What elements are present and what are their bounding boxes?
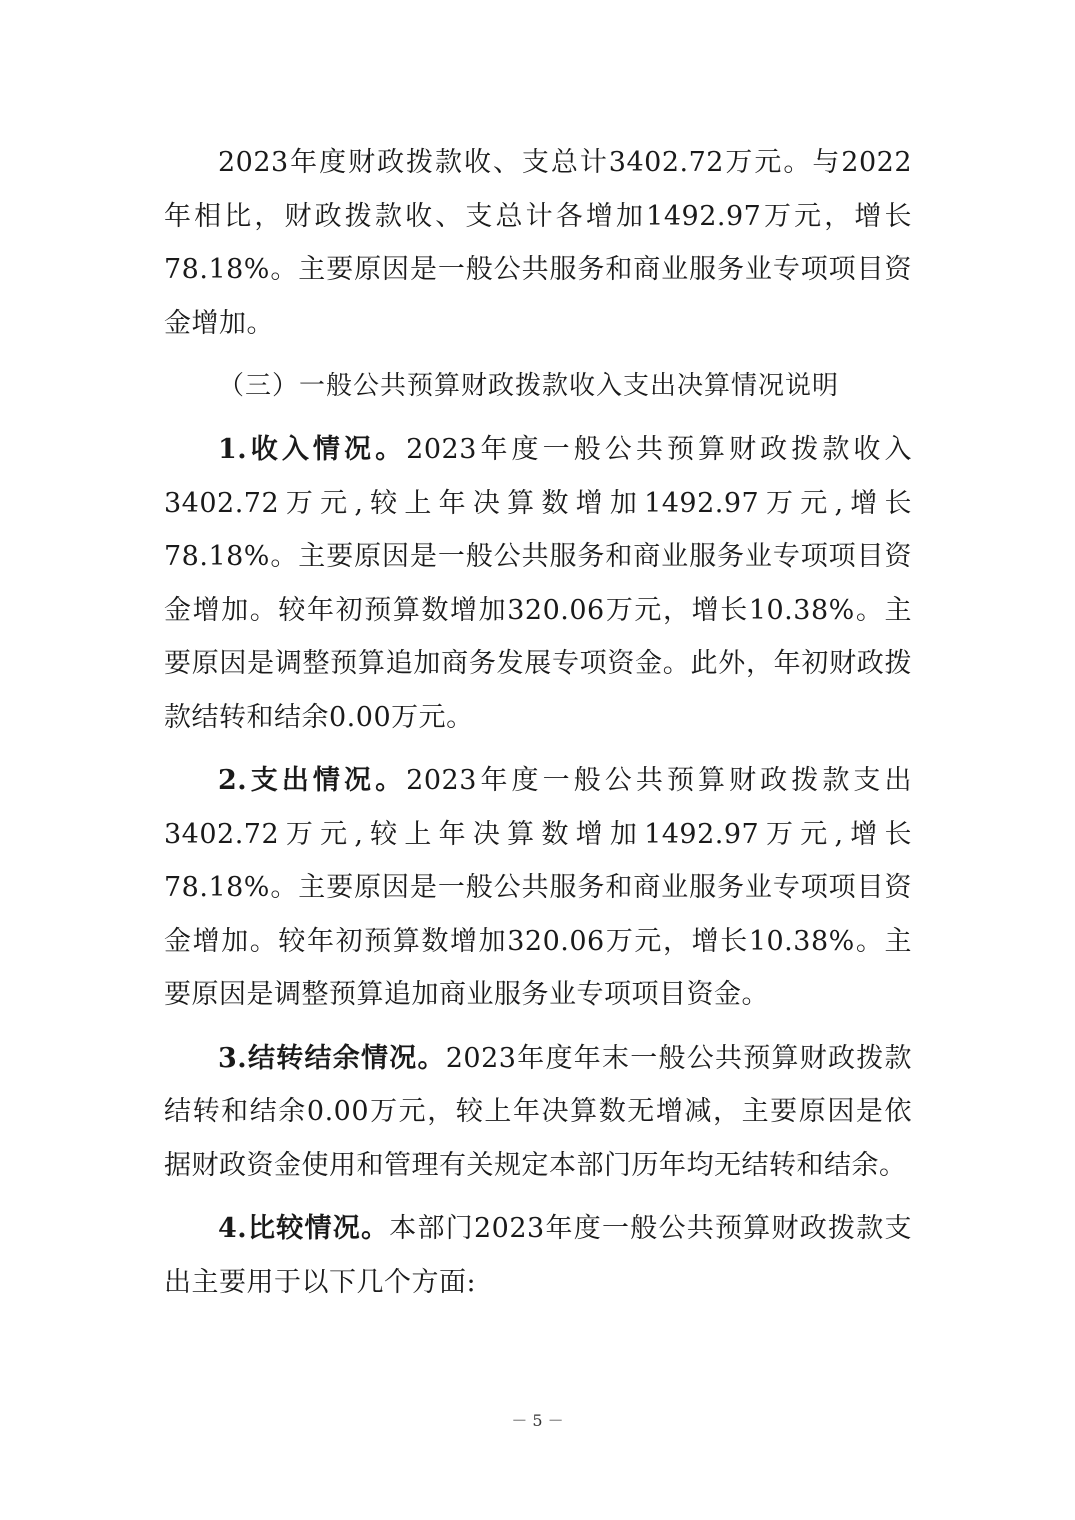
intro-paragraph: 2023年度财政拨款收、支总计3402.72万元。与2022年相比，财政拨款收、支总计各增加1492.97万元，增长78.18%。主要原因是一般公共服务和商业服务业专项项目资金增加。: [164, 147, 912, 339]
comparison-paragraph: [164, 1202, 912, 1309]
comparison-body: 本部门2023年度一般公共预算财政拨款支出主要用于以下几个方面:: [164, 1213, 912, 1298]
expense-title: 2.支出情况。: [218, 765, 407, 796]
section-heading: （三）一般公共预算财政拨款收入支出决算情况说明: [218, 371, 840, 401]
income-body: 2023年度一般公共预算财政拨款收入3402.72万元,较上年决算数增加1492.97万元,增长78.18%。主要原因是一般公共服务和商业服务业专项项目资金增加。较年初预算数增加320.06万元，增长10.38%。主要原因是调整预算追加商务发展专项资金。此外，年初财政拨款结转和结余0.00万元。: [164, 434, 912, 733]
comparison-title: 4.比较情况。: [218, 1213, 390, 1244]
document-body: [164, 136, 912, 1309]
carryover-body: 2023年度年末一般公共预算财政拨款结转和结余0.00万元，较上年决算数无增减，主要原因是依据财政资金使用和管理有关规定本部门历年均无结转和结余。: [164, 1042, 913, 1181]
carryover-paragraph: [164, 1032, 912, 1193]
income-paragraph: [164, 423, 912, 744]
carryover-title: 3.结转结余情况。: [218, 1042, 446, 1074]
expense-paragraph: [164, 754, 912, 1022]
income-title: 1.收入情况。: [218, 434, 407, 465]
expense-body: 2023年度一般公共预算财政拨款支出3402.72万元,较上年决算数增加1492.97万元,增长78.18%。主要原因是一般公共服务和商业服务业专项项目资金增加。较年初预算数增加320.06万元，增长10.38%。主要原因是调整预算追加商业服务业专项项目资金。: [164, 765, 912, 1010]
page-number: － 5 －: [511, 1411, 564, 1430]
